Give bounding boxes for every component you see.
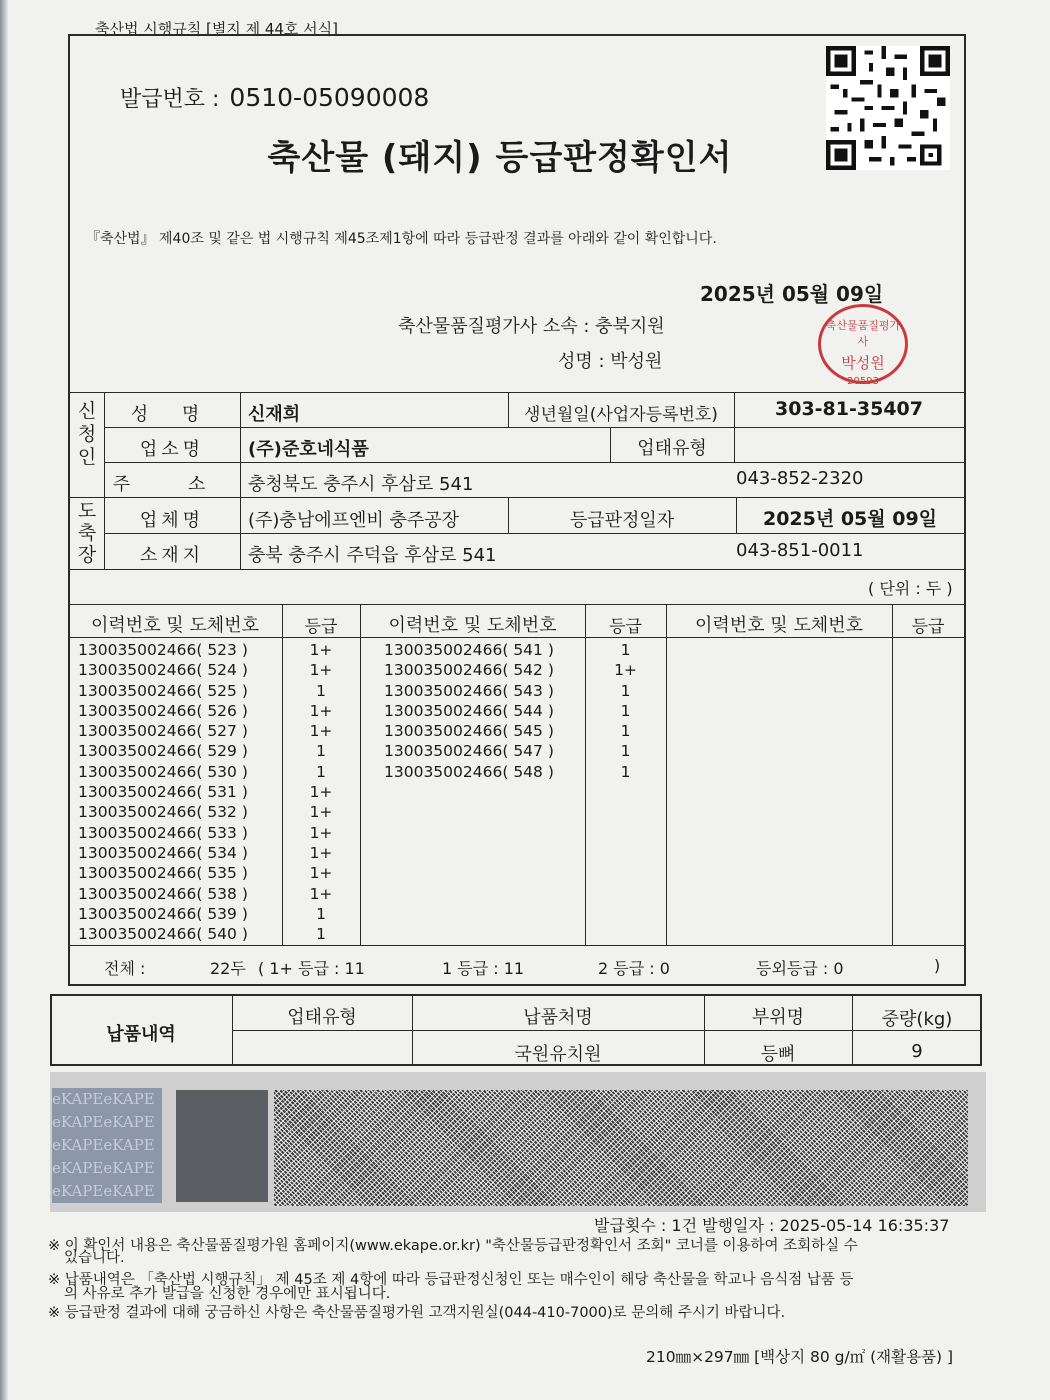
rule [104, 533, 964, 534]
col2-trace-number: 130035002466( 541 ) [384, 641, 554, 659]
col1-grade-header: 등급 [304, 617, 338, 637]
intro-statement: 『축산법』 제40조 및 같은 법 시행규칙 제45조제1항에 따라 등급판정 결과를 아래와 같이 확인합니다. [86, 231, 717, 247]
rule [892, 604, 893, 945]
delivery-header-biz: 업태유형 [287, 1007, 357, 1028]
col1-trace-number: 130035002466( 535 ) [78, 864, 248, 883]
col2-trace-number: 130035002466( 544 ) [384, 701, 554, 720]
col2-grade-list [585, 640, 666, 782]
col2-id-header: 이력번호 및 도체번호 [388, 615, 557, 636]
rule [68, 497, 964, 498]
security-barcode-pattern [274, 1090, 968, 1206]
unit-label: ( 단위 : 두 ) [868, 579, 953, 598]
note-1-cont: 있습니다. [64, 1250, 125, 1266]
col2-trace-number: 130035002466( 548 ) [384, 762, 554, 781]
paper-size: 210㎜×297㎜ [백상지 80 g/㎡ (재활용품) ] [646, 1348, 954, 1366]
applicant-address: 충청북도 충주시 후삼로 541 [248, 474, 474, 495]
form-number: 축산법 시행규칙 [별지 제 44호 서식] [95, 20, 339, 38]
paper-edge [0, 0, 8, 1400]
totals-other: 등외등급 : 0 [756, 959, 844, 978]
col1-trace-number: 130035002466( 531 ) [78, 783, 248, 802]
slaughterhouse-location: 충북 충주시 주덕읍 후삼로 541 [248, 545, 497, 566]
col1-grade: 1+ [309, 641, 333, 659]
col1-trace-number: 130035002466( 538 ) [78, 884, 248, 903]
rule [68, 637, 964, 638]
seal-number: 20593 [847, 376, 879, 387]
rule [240, 392, 241, 569]
col2-grade: 1+ [614, 661, 637, 680]
applicant-phone: 043-852-2320 [736, 468, 864, 489]
col1-trace-number: 130035002466( 530 ) [78, 762, 248, 781]
rule [360, 604, 361, 945]
col3-id-header: 이력번호 및 도체번호 [695, 615, 863, 636]
qr-code-icon [826, 46, 950, 170]
slaughterhouse-name: (주)충남에프엔비 충주공장 [248, 510, 460, 531]
totals-all: 22두 [210, 959, 246, 978]
col2-trace-number: 130035002466( 542 ) [384, 661, 554, 680]
col1-trace-number: 130035002466( 525 ) [78, 681, 248, 700]
col1-grade: 1+ [309, 864, 333, 883]
delivery-weight: 9 [911, 1041, 923, 1062]
note-2-cont: 의 사유로 추가 발급을 신청한 경우에만 표시됩니다. [64, 1286, 391, 1302]
col2-grade: 1 [620, 701, 631, 720]
slaughterhouse-phone: 043-851-0011 [736, 540, 864, 561]
issue-number: 0510-05090008 [229, 83, 430, 112]
col1-grade: 1 [316, 904, 326, 923]
slaughterhouse-name-label: 업체명 [139, 510, 205, 531]
confirm-date: 2025년 05월 09일 [700, 282, 884, 306]
grade-date: 2025년 05월 09일 [762, 508, 938, 530]
totals-one: 1 등급 : 11 [442, 959, 525, 978]
delivery-header-part: 부위명 [751, 1007, 805, 1028]
col1-grade-list [282, 640, 360, 944]
col1-trace-number: 130035002466( 539 ) [78, 904, 248, 923]
col1-trace-number: 130035002466( 540 ) [78, 925, 248, 944]
issue-number-label: 발급번호 : [120, 87, 220, 112]
rule [104, 462, 964, 463]
col1-grade: 1 [316, 762, 326, 781]
col1-trace-number: 130035002466( 524 ) [78, 661, 248, 680]
rule [104, 427, 964, 428]
rule [734, 427, 735, 462]
issue-number-line [120, 82, 429, 113]
note-1: ※ 이 확인서 내용은 축산물품질평가원 홈페이지(www.ekape.or.kr) "축산물등급판정확인서 조회" 코너를 이용하여 조회하실 수 [48, 1238, 858, 1254]
evaluator-name: 성명 : 박성원 [558, 351, 663, 372]
col1-grade: 1 [316, 681, 326, 700]
seal-text: 축산물품질평가사 [825, 319, 901, 348]
col1-grade: 1 [316, 925, 326, 944]
company-label: 업소명 [139, 439, 205, 460]
col1-grade: 1+ [309, 803, 333, 822]
rule [68, 392, 964, 393]
col2-grade: 1 [620, 641, 631, 659]
col3-grade-header: 등급 [911, 617, 945, 637]
col2-trace-number: 130035002466( 547 ) [384, 742, 554, 761]
totals-two: 2 등급 : 0 [598, 959, 670, 978]
evaluator-affiliation: 축산물품질평가사 소속 : 충북지원 [398, 316, 665, 337]
company-name: (주)준호네식품 [248, 439, 369, 460]
applicant-name-label: 성 명 [130, 404, 214, 425]
col1-trace-number: 130035002466( 529 ) [78, 742, 248, 761]
document-title: 축산물 (돼지) 등급판정확인서 [267, 138, 733, 178]
totals-label: 전체 : [104, 959, 146, 978]
col2-grade-header: 등급 [609, 617, 642, 637]
col2-grade: 1 [620, 762, 631, 781]
col2-grade: 1 [620, 722, 631, 741]
slaughterhouse-group-label: 도축장 [77, 500, 97, 566]
rule [68, 604, 964, 605]
col1-grade: 1+ [309, 843, 333, 862]
col1-grade: 1+ [309, 783, 333, 802]
col2-trace-number: 130035002466( 543 ) [384, 681, 554, 700]
col2-id-list [384, 640, 554, 782]
col2-trace-number: 130035002466( 545 ) [384, 722, 554, 741]
delivery-part: 등뼈 [760, 1044, 796, 1065]
evaluator-seal [818, 304, 908, 387]
rule [68, 569, 964, 570]
note-3: ※ 등급판정 결과에 대해 궁금하신 사항은 축산물품질평가원 고객지원실(044-410-7000)로 문의해 주시기 바랍니다. [48, 1305, 786, 1321]
rule [666, 604, 667, 945]
security-hologram [176, 1090, 268, 1202]
address-label: 주 소 [112, 474, 232, 495]
delivery-header-customer: 납품처명 [523, 1007, 593, 1028]
applicant-group-label: 신청인 [77, 400, 97, 468]
note-2: ※ 납품내역은 「축산법 시행규칙」 제 45조 제 4항에 따라 등급판정신청인 또는 매수인이 해당 축산물을 학교나 음식점 납품 등 [48, 1272, 854, 1288]
col1-trace-number: 130035002466( 527 ) [78, 722, 248, 741]
totals-one-plus: ( 1+ 등급 : 11 [258, 959, 365, 978]
col1-trace-number: 130035002466( 533 ) [78, 823, 248, 842]
col1-grade: 1+ [309, 884, 333, 903]
delivery-label: 납품내역 [106, 1024, 176, 1045]
col1-trace-number: 130035002466( 532 ) [78, 803, 248, 822]
col1-trace-number: 130035002466( 526 ) [78, 701, 248, 720]
delivery-header-weight: 중량(kg) [881, 1009, 953, 1030]
rule [68, 945, 964, 946]
grade-date-label: 등급판정일자 [569, 510, 675, 531]
ekape-watermark: eKAPEeKAPE eKAPEeKAPE eKAPEeKAPE eKAPEeKAPE eKAPEeKAPE [52, 1088, 162, 1203]
col1-grade: 1+ [309, 661, 333, 680]
col1-grade: 1+ [309, 722, 333, 741]
col1-grade: 1 [316, 742, 326, 761]
applicant-name: 신재희 [248, 404, 301, 425]
col2-grade: 1 [620, 742, 631, 761]
col1-id-list [78, 640, 248, 944]
col1-trace-number: 130035002466( 534 ) [78, 843, 248, 862]
col2-grade: 1 [620, 681, 631, 700]
seal-name: 박성원 [841, 354, 885, 372]
issue-info: 발급횟수 : 1건 발행일자 : 2025-05-14 16:35:37 [594, 1216, 950, 1235]
col1-trace-number: 130035002466( 523 ) [78, 641, 248, 659]
col1-grade: 1+ [309, 823, 333, 842]
totals-close: ) [934, 956, 941, 975]
biz-type-label: 업태유형 [637, 438, 707, 459]
col1-grade: 1+ [309, 701, 333, 720]
col1-id-header: 이력번호 및 도체번호 [91, 615, 259, 636]
location-label: 소재지 [139, 545, 205, 566]
delivery-customer: 국원유치원 [514, 1044, 602, 1065]
business-number: 303-81-35407 [775, 398, 923, 420]
birth-label: 생년월일(사업자등록번호) [524, 405, 718, 425]
